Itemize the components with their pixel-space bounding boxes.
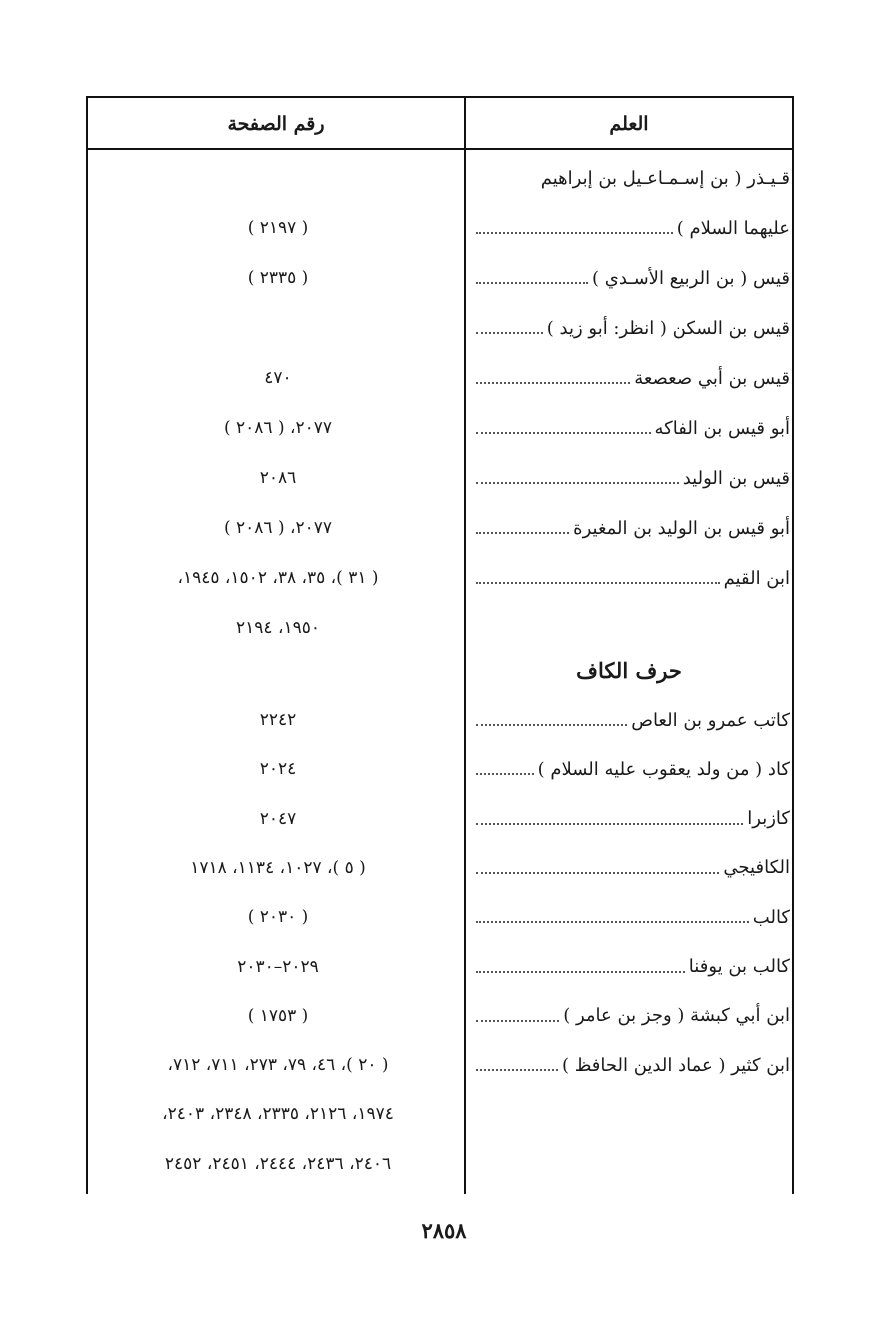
entry-page-numbers: ( ٢٣٣٥ )	[247, 268, 309, 288]
table-row	[88, 1045, 792, 1085]
entry-name-cell	[470, 1094, 792, 1134]
dot-leader	[476, 921, 749, 923]
dot-leader	[476, 724, 627, 726]
table-row	[88, 749, 792, 789]
entry-page-numbers: ٢٠٢٩–٢٠٣٠	[237, 956, 319, 977]
column-header-name: العلم	[609, 113, 649, 135]
table-row	[88, 1094, 792, 1134]
entry-name-cell	[470, 408, 792, 448]
dot-leader	[476, 773, 534, 775]
table-right-border	[792, 96, 794, 1194]
entry-name-cell	[470, 208, 792, 248]
table-row	[88, 558, 792, 598]
table-row	[88, 996, 792, 1036]
entry-page-numbers	[98, 308, 458, 348]
dot-leader	[476, 872, 719, 874]
entry-name: كالب	[752, 906, 790, 928]
dot-leader	[476, 582, 720, 584]
entry-page-numbers: ٢٠٨٦	[259, 468, 297, 488]
table-row	[88, 308, 792, 348]
entry-page-numbers: ٢٠٤٧	[259, 808, 297, 829]
dot-leader	[476, 432, 651, 434]
entry-name: الكافيجي	[723, 857, 790, 879]
table-row	[88, 897, 792, 937]
entry-page-numbers: ٢٠٧٧، ( ٢٠٨٦ )	[223, 418, 333, 438]
entry-name-cell	[470, 1144, 792, 1184]
table-row	[88, 608, 792, 648]
dot-leader	[476, 332, 543, 334]
entry-page-numbers: ( ٢٠ )، ٤٦، ٧٩، ٢٧٣، ٧١١، ٧١٢،	[167, 1055, 389, 1076]
entry-name-cell	[470, 996, 792, 1036]
dot-leader	[476, 382, 630, 384]
entry-name-cell	[470, 558, 792, 598]
entry-page-numbers: ( ٢١٩٧ )	[247, 218, 309, 238]
entry-name: عليهما السلام )	[676, 217, 790, 239]
dot-leader	[476, 971, 685, 973]
table-row	[88, 1144, 792, 1184]
entry-name: كازبرا	[747, 808, 790, 830]
table-row	[88, 408, 792, 448]
entry-name: كالب بن يوفنا	[688, 956, 790, 977]
table-row	[88, 947, 792, 987]
entry-page-numbers: ٢٠٢٤	[259, 759, 297, 780]
entry-name-cell	[470, 608, 792, 648]
dot-leader	[476, 482, 679, 484]
table-row	[88, 158, 792, 198]
entry-page-numbers: ( ١٧٥٣ )	[247, 1005, 309, 1026]
column-header-page: رقم الصفحة	[227, 113, 325, 135]
entry-page-numbers	[98, 158, 458, 198]
entry-name: ابن أبي كبشة ( وجز بن عامر )	[563, 1005, 790, 1027]
table-row	[88, 508, 792, 548]
table-row	[88, 358, 792, 398]
entry-name-cell	[470, 358, 792, 398]
entry-name-cell	[470, 897, 792, 937]
entry-page-numbers: ١٩٥٠، ٢١٩٤	[236, 618, 320, 638]
entry-name-cell	[470, 848, 792, 888]
entry-name-cell	[470, 799, 792, 839]
entry-name-cell	[470, 508, 792, 548]
entry-name: قيس بن أبي صعصعة	[634, 367, 790, 389]
table-row	[88, 208, 792, 248]
dot-leader	[476, 1020, 559, 1022]
table-row	[88, 258, 792, 298]
entry-name: أبو قيس بن الفاكه	[654, 417, 790, 439]
entry-page-numbers: ٢٤٠٦، ٢٤٣٦، ٢٤٤٤، ٢٤٥١، ٢٤٥٢	[164, 1153, 392, 1174]
entry-name: قيس ( بن الربيع الأسـدي )	[592, 267, 790, 289]
table-row	[88, 700, 792, 740]
entry-name: قيس بن الوليد	[682, 467, 790, 489]
entry-page-numbers: ( ٢٠٣٠ )	[247, 907, 309, 928]
dot-leader	[476, 232, 673, 234]
entry-page-numbers: ٢٢٤٢	[259, 710, 297, 730]
entry-page-numbers: ٤٧٠	[264, 368, 292, 388]
entry-name-cell	[470, 947, 792, 987]
entry-name: ابن كثير ( عماد الدين الحافظ )	[561, 1054, 790, 1076]
entry-page-numbers: ١٩٧٤، ٢١٢٦، ٢٣٣٥، ٢٣٤٨، ٢٤٠٣،	[162, 1104, 394, 1125]
table-row	[88, 458, 792, 498]
entry-page-numbers: ( ٥ )، ١٠٢٧، ١١٣٤، ١٧١٨	[190, 857, 366, 878]
dot-leader	[476, 823, 743, 825]
page-number: ٢٨٥٨	[421, 1218, 467, 1243]
entry-name: كاد ( من ولد يعقوب عليه السلام )	[537, 758, 790, 780]
dot-leader	[476, 1069, 558, 1071]
entry-name-cell	[470, 458, 792, 498]
entry-page-numbers: ( ٣١ )، ٣٥، ٣٨، ١٥٠٢، ١٩٤٥،	[177, 568, 379, 588]
entry-page-numbers: ٢٠٧٧، ( ٢٠٨٦ )	[223, 518, 333, 538]
table-top-border	[86, 96, 794, 98]
entry-name: قيس بن السكن ( انظر: أبو زيد )	[546, 317, 790, 339]
entry-name: كاتب عمرو بن العاص	[631, 709, 790, 731]
dot-leader	[476, 282, 588, 284]
entry-name-cell	[470, 158, 792, 198]
entry-name-cell	[470, 700, 792, 740]
table-header-border	[86, 148, 794, 150]
entry-name: أبو قيس بن الوليد بن المغيرة	[573, 517, 790, 539]
entry-name-cell	[470, 258, 792, 298]
table-row	[88, 848, 792, 888]
section-title: حرف الكاف	[576, 657, 682, 683]
entry-name-cell	[470, 308, 792, 348]
entry-name: قـيـذر ( بن إسـمـاعـيل بن إبراهيم	[540, 167, 790, 189]
entry-name: ابن القيم	[723, 567, 790, 589]
entry-name-cell	[470, 749, 792, 789]
dot-leader	[476, 532, 569, 534]
table-row	[88, 799, 792, 839]
entry-name-cell	[470, 1045, 792, 1085]
